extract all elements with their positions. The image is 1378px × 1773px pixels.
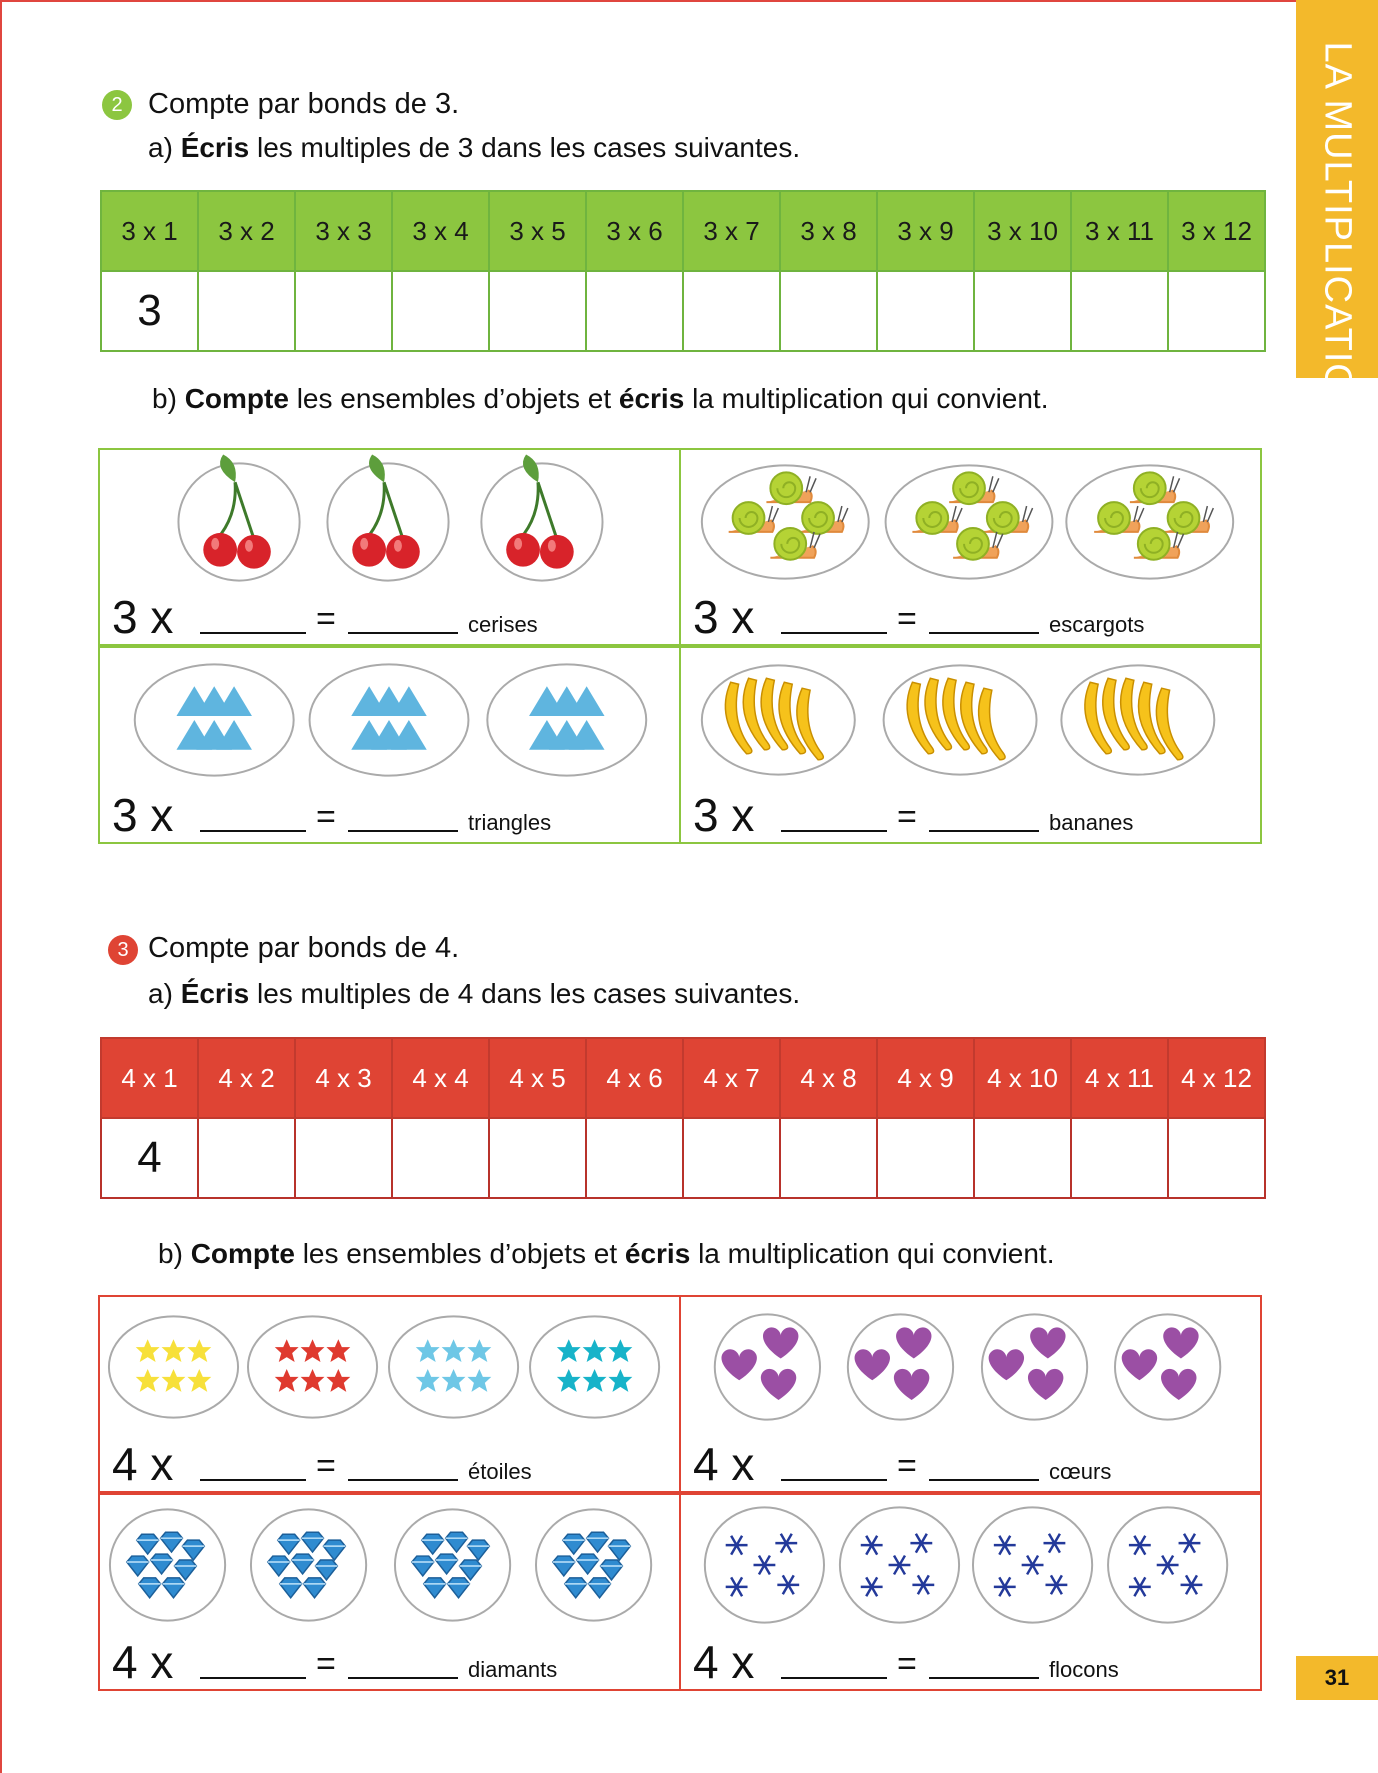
table-header: 4 x 12: [1168, 1038, 1265, 1118]
exercise-2-title: Compte par bonds de 3.: [148, 88, 460, 120]
part-b-prefix: b): [158, 1238, 183, 1269]
multiples-of-3-table: [100, 190, 1266, 352]
cherry-icon: [100, 450, 679, 590]
blank-result[interactable]: [348, 1479, 458, 1481]
table-header: 3 x 12: [1168, 191, 1265, 271]
answer-cell[interactable]: [1168, 1118, 1265, 1198]
blank-result[interactable]: [348, 1677, 458, 1679]
equals-sign: =: [897, 600, 917, 638]
table-header: 4 x 4: [392, 1038, 489, 1118]
blank-count[interactable]: [781, 830, 887, 832]
part-a-prefix: a): [148, 978, 173, 1009]
answer-cell[interactable]: [586, 1118, 683, 1198]
answer-cell[interactable]: [489, 1118, 586, 1198]
multiples-of-4-table: [100, 1037, 1266, 1199]
equals-sign: =: [897, 798, 917, 836]
factor: 3 x: [693, 591, 755, 643]
answer-cell[interactable]: [295, 1118, 392, 1198]
exercise-2-part-a: [148, 132, 800, 164]
answer-cell[interactable]: [1071, 1118, 1168, 1198]
exercise-2-badge: 2: [102, 90, 132, 120]
answer-cell[interactable]: [780, 271, 877, 351]
part-a-rest: les multiples de 4 dans les cases suivantes.: [256, 978, 801, 1009]
equation-snowflakes: [693, 1635, 1263, 1691]
table-header: 4 x 10: [974, 1038, 1071, 1118]
answer-cell[interactable]: [198, 271, 295, 351]
table-header: 4 x 9: [877, 1038, 974, 1118]
factor: 3 x: [112, 789, 174, 841]
table-header: 3 x 9: [877, 191, 974, 271]
table-header: 3 x 2: [198, 191, 295, 271]
table-header: 3 x 6: [586, 191, 683, 271]
table-header: 4 x 8: [780, 1038, 877, 1118]
set-hearts: [679, 1295, 1262, 1493]
equals-sign: =: [897, 1447, 917, 1485]
equals-sign: =: [316, 1645, 336, 1683]
equals-sign: =: [316, 600, 336, 638]
exercise-3-sets-grid: [98, 1295, 1264, 1693]
set-snowflakes: [679, 1493, 1262, 1691]
part-b-rest: la multiplication qui convient.: [692, 383, 1049, 414]
diamond-icon: [100, 1495, 679, 1635]
set-cherries: [98, 448, 681, 646]
set-triangles: [98, 646, 681, 844]
table-header: 3 x 5: [489, 191, 586, 271]
factor: 4 x: [112, 1636, 174, 1688]
answer-cell[interactable]: [392, 271, 489, 351]
part-b-mid: les ensembles d’objets et: [296, 383, 612, 414]
exercise-3-title: Compte par bonds de 4.: [148, 932, 460, 964]
part-a-prefix: a): [148, 132, 173, 163]
blank-result[interactable]: [929, 1677, 1039, 1679]
equation-triangles: [112, 788, 682, 844]
table-header: 4 x 7: [683, 1038, 780, 1118]
exercise-2-sets-grid: [98, 448, 1264, 846]
factor: 3 x: [693, 789, 755, 841]
heart-icon: [681, 1297, 1260, 1437]
exercise-2-part-b: [152, 383, 1049, 415]
snail-icon: [681, 450, 1260, 590]
table-header: 3 x 1: [101, 191, 198, 271]
unit-label: cœurs: [1049, 1459, 1112, 1484]
table-header: 4 x 3: [295, 1038, 392, 1118]
answer-cell[interactable]: [392, 1118, 489, 1198]
blank-result[interactable]: [348, 632, 458, 634]
blank-count[interactable]: [781, 632, 887, 634]
unit-label: bananes: [1049, 810, 1134, 835]
table-header: 3 x 7: [683, 191, 780, 271]
factor: 3 x: [112, 591, 174, 643]
blank-result[interactable]: [348, 830, 458, 832]
equation-cherries: [112, 590, 682, 646]
equation-stars: [112, 1437, 682, 1493]
table-header: 3 x 8: [780, 191, 877, 271]
equals-sign: =: [316, 798, 336, 836]
equals-sign: =: [897, 1645, 917, 1683]
equation-hearts: [693, 1437, 1263, 1493]
table-header: 4 x 6: [586, 1038, 683, 1118]
exercise-3-part-b: [158, 1238, 1055, 1270]
set-stars: [98, 1295, 681, 1493]
blank-count[interactable]: [781, 1677, 887, 1679]
table-header: 3 x 10: [974, 191, 1071, 271]
exercise-3-badge: 3: [108, 935, 138, 965]
answer-cell[interactable]: [295, 271, 392, 351]
table-header: 4 x 5: [489, 1038, 586, 1118]
answer-cell[interactable]: [683, 271, 780, 351]
triangle-icon: [100, 648, 679, 788]
answer-cell[interactable]: [586, 271, 683, 351]
blank-result[interactable]: [929, 632, 1039, 634]
part-b-verb2: écris: [618, 383, 685, 414]
part-b-verb2: écris: [624, 1238, 691, 1269]
page-number: 31: [1296, 1656, 1378, 1700]
answer-cell[interactable]: [1071, 271, 1168, 351]
unit-label: cerises: [468, 612, 538, 637]
table-header: 4 x 2: [198, 1038, 295, 1118]
table-header: 3 x 3: [295, 191, 392, 271]
equation-bananas: [693, 788, 1263, 844]
blank-count[interactable]: [200, 1677, 306, 1679]
table-header: 4 x 11: [1071, 1038, 1168, 1118]
table-header: 4 x 1: [101, 1038, 198, 1118]
snowflake-icon: [681, 1495, 1260, 1635]
part-a-verb: Écris: [180, 132, 250, 163]
unit-label: diamants: [468, 1657, 558, 1682]
blank-count[interactable]: [781, 1479, 887, 1481]
answer-cell[interactable]: [974, 1118, 1071, 1198]
answer-cell[interactable]: [1168, 271, 1265, 351]
banana-icon: [681, 648, 1260, 788]
factor: 4 x: [112, 1438, 174, 1490]
blank-count[interactable]: [200, 632, 306, 634]
answer-cell[interactable]: [974, 271, 1071, 351]
answer-cell[interactable]: [877, 1118, 974, 1198]
set-bananas: [679, 646, 1262, 844]
equation-snails: [693, 590, 1263, 646]
factor: 4 x: [693, 1636, 755, 1688]
part-b-mid: les ensembles d’objets et: [302, 1238, 618, 1269]
unit-label: escargots: [1049, 612, 1145, 637]
answer-cell[interactable]: [877, 271, 974, 351]
blank-count[interactable]: [200, 1479, 306, 1481]
part-a-rest: les multiples de 3 dans les cases suivantes.: [256, 132, 801, 163]
equals-sign: =: [316, 1447, 336, 1485]
part-b-verb1: Compte: [190, 1238, 295, 1269]
side-tab-title: LA MULTIPLICATION: [1316, 41, 1359, 423]
part-b-prefix: b): [152, 383, 177, 414]
equation-diamonds: [112, 1635, 682, 1691]
set-snails: [679, 448, 1262, 646]
unit-label: flocons: [1049, 1657, 1119, 1682]
blank-count[interactable]: [200, 830, 306, 832]
table-header: 3 x 4: [392, 191, 489, 271]
part-b-rest: la multiplication qui convient.: [698, 1238, 1055, 1269]
table-header: 3 x 11: [1071, 191, 1168, 271]
answer-cell[interactable]: [198, 1118, 295, 1198]
blank-result[interactable]: [929, 830, 1039, 832]
exercise-3-part-a: [148, 978, 800, 1010]
star-icon: [100, 1297, 679, 1437]
factor: 4 x: [693, 1438, 755, 1490]
part-b-verb1: Compte: [184, 383, 289, 414]
answer-cell[interactable]: [489, 271, 586, 351]
part-a-verb: Écris: [180, 978, 250, 1009]
answer-cell: 3: [101, 271, 198, 351]
unit-label: triangles: [468, 810, 552, 835]
blank-result[interactable]: [929, 1479, 1039, 1481]
set-diamonds: [98, 1493, 681, 1691]
unit-label: étoiles: [468, 1459, 532, 1484]
answer-cell[interactable]: [683, 1118, 780, 1198]
answer-cell: 4: [101, 1118, 198, 1198]
answer-cell[interactable]: [780, 1118, 877, 1198]
